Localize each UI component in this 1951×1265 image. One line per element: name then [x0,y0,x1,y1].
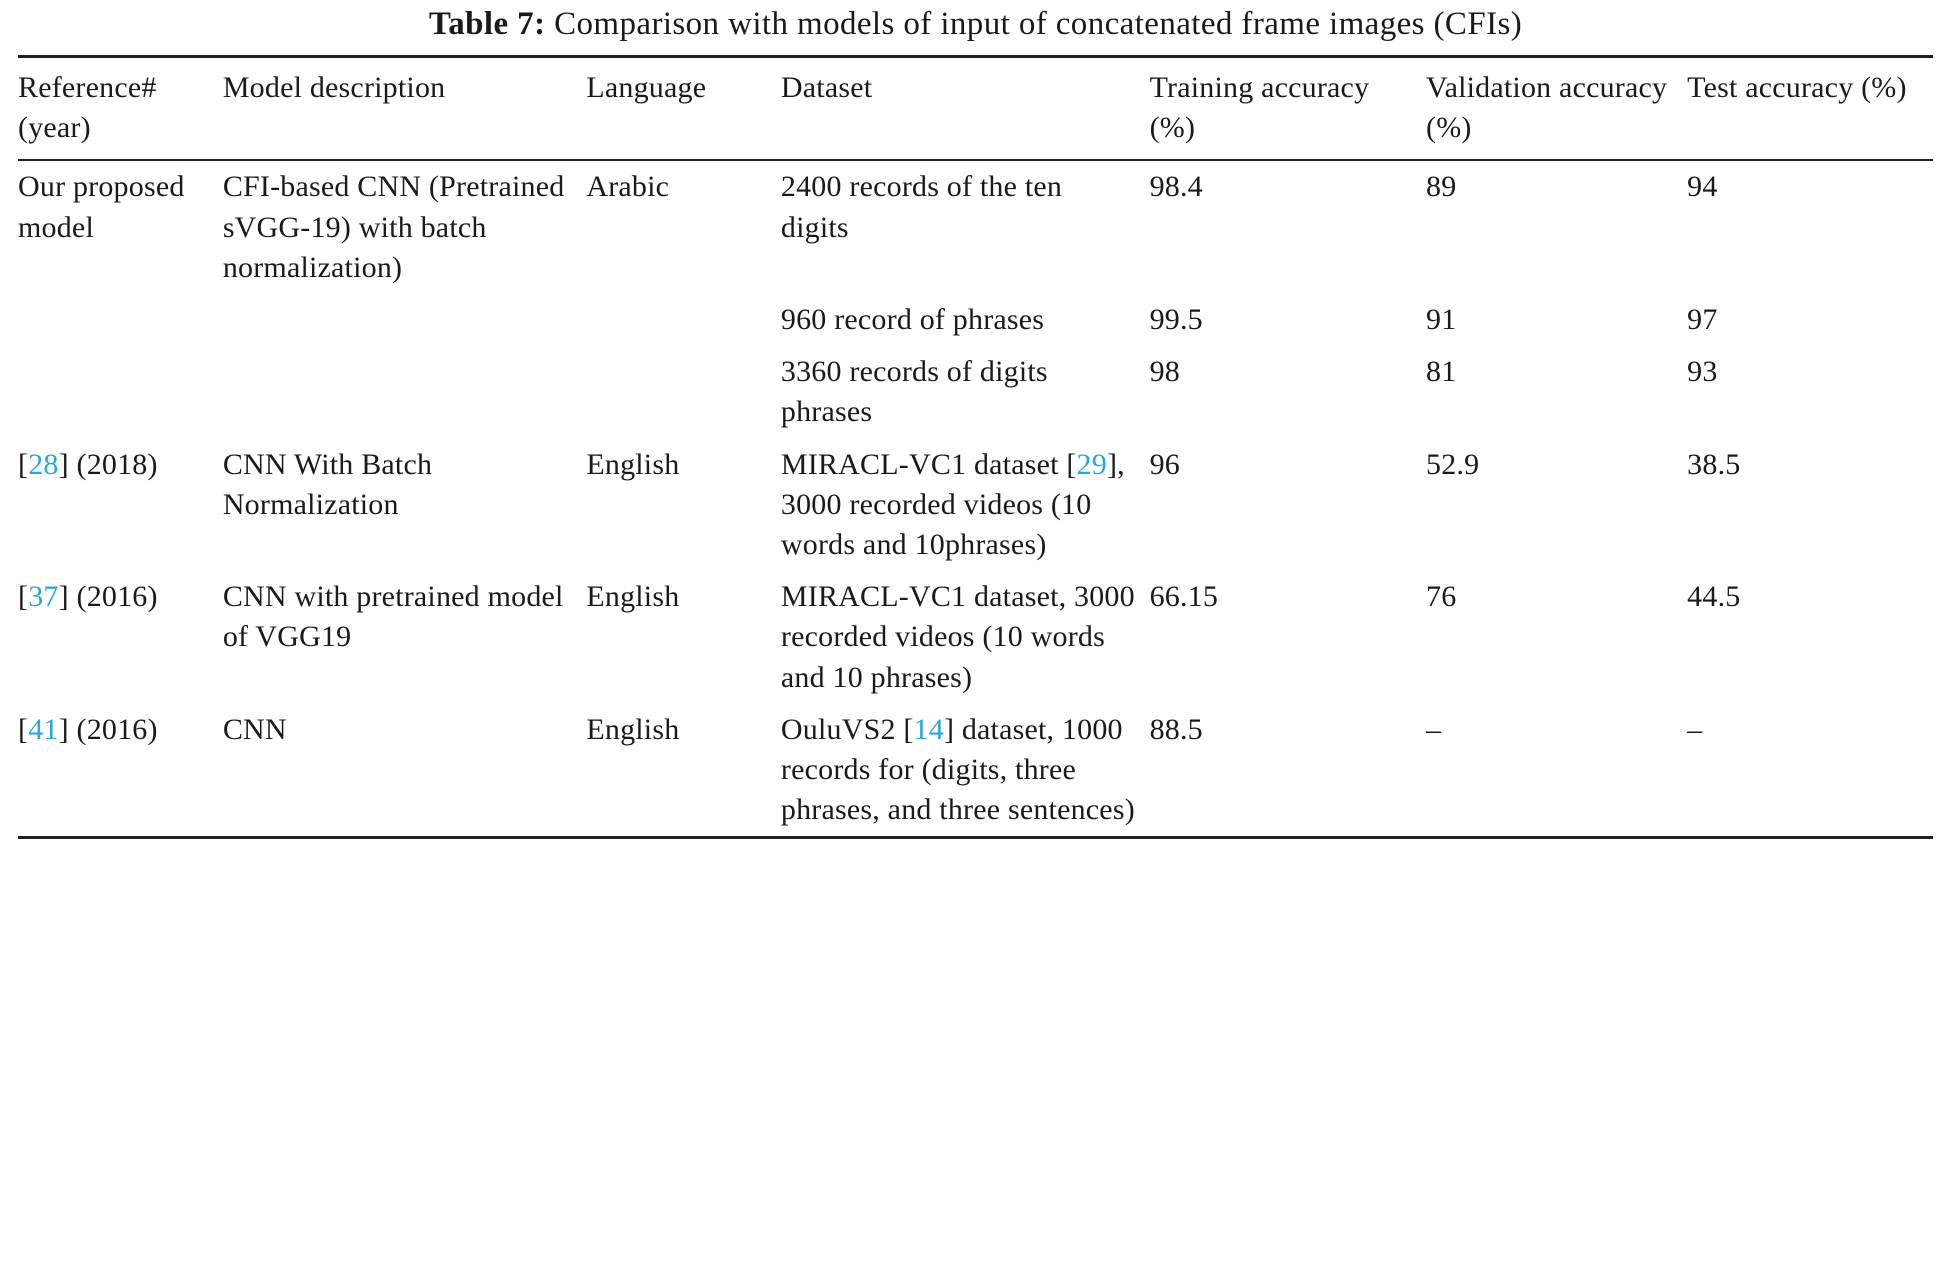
cell-training: 96 [1149,447,1180,481]
cell-test: 97 [1687,303,1718,336]
cell-validation: 52.9 [1426,447,1480,481]
reference-suffix: ] (2016) [58,712,158,746]
cell-test: 94 [1687,170,1718,204]
column-header-validation: Validation accuracy (%) [1426,57,1687,161]
cell-dataset [781,439,1150,572]
column-header-reference: Reference# (year) [18,57,223,161]
cell-language [586,294,781,346]
column-header-test: Test accuracy (%) [1687,57,1933,161]
citation-link-14[interactable]: 14 [913,712,944,746]
table-row [18,294,1933,346]
citation-link-28[interactable]: 28 [28,447,59,481]
cell-language: English [586,447,680,481]
cell-test: 38.5 [1687,447,1741,481]
cell-model [223,294,587,346]
table-row [18,704,1933,838]
cell-language: English [586,704,781,838]
dataset-part: MIRACL-VC1 dataset [ [780,447,1077,481]
cell-training: 88.5 [1150,704,1426,838]
dataset-part: OuluVS2 [ [780,712,914,746]
dataset-part: ], 3000 recorded videos (10 words and 10phrases) [780,447,1125,561]
cell-validation: 91 [1426,303,1457,336]
cell-training: 99.5 [1149,303,1203,336]
column-header-dataset: Dataset [781,57,1150,161]
citation-link-41[interactable]: 41 [28,712,59,746]
reference-prefix: [ [18,712,29,746]
cell-reference [18,571,223,704]
cell-training: 98.4 [1149,170,1203,204]
cell-reference [18,294,223,346]
column-header-language: Language [586,57,781,161]
table-header [18,57,1933,161]
column-header-model: Model description [223,57,587,161]
cell-model [223,346,587,438]
cell-test: 44.5 [1687,580,1741,614]
column-header-training: Training accuracy (%) [1150,57,1426,161]
cell-reference [18,346,223,438]
cell-validation: 76 [1426,580,1457,614]
table-row [18,439,1933,572]
comparison-table [18,55,1933,839]
cell-validation: – [1426,704,1687,838]
table-row [18,346,1933,438]
table-caption [18,0,1933,55]
cell-dataset: 2400 records of the ten digits [780,170,1063,244]
cell-model: CNN [223,704,587,838]
cell-test: – [1687,704,1933,838]
table-row [18,571,1933,704]
cell-training: 66.15 [1149,580,1219,614]
reference-suffix: ] (2016) [58,580,158,614]
cell-dataset: 960 record of phrases [780,303,1045,336]
cell-training: 98 [1149,355,1180,389]
citation-link-37[interactable]: 37 [28,580,59,614]
table-body [18,160,1933,837]
table-row [18,160,1933,294]
cell-model: CNN with pretrained model of VGG19 [222,580,564,654]
dataset-part: ] dataset, 1000 records for (digits, three phrases, and three sentences) [780,712,1135,827]
cell-language: English [586,580,680,614]
header-row [18,57,1933,161]
cell-dataset [781,704,1150,838]
cell-validation: 81 [1426,355,1457,389]
reference-prefix: [ [18,447,29,481]
reference-prefix: [ [18,580,29,614]
cell-model: CFI-based CNN (Pretrained sVGG-19) with batch normalization) [222,170,565,284]
cell-language [586,346,781,438]
cell-validation: 89 [1426,170,1457,204]
reference-text: Our proposed model [18,170,185,244]
cell-reference [18,439,223,572]
citation-link-29[interactable]: 29 [1076,447,1107,481]
cell-model: CNN With Batch Normalization [222,447,433,521]
reference-suffix: ] (2018) [58,447,158,481]
cell-dataset: MIRACL-VC1 dataset, 3000 recorded videos (10 words and 10 phrases) [780,580,1135,694]
cell-reference [18,160,223,294]
cell-language: Arabic [586,170,670,204]
caption-text: Comparison with models of input of concatenated frame images (CFIs) [554,6,1523,42]
cell-reference [18,704,223,838]
cell-test: 93 [1687,355,1718,389]
cell-dataset: 3360 records of digits phrases [780,355,1048,429]
caption-label: Table 7: [428,6,546,42]
